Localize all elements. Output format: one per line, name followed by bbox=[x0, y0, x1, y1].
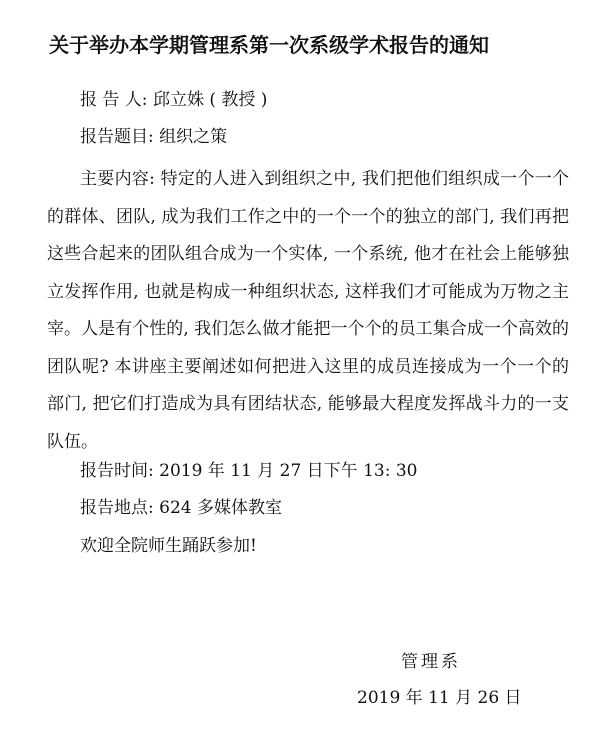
topic-line: 报告题目: 组织之策 bbox=[80, 127, 228, 147]
welcome-line: 欢迎全院师生踊跃参加! bbox=[80, 536, 257, 556]
signature-department: 管理系 bbox=[401, 652, 461, 672]
notice-title: 关于举办本学期管理系第一次系级学术报告的通知 bbox=[49, 33, 489, 57]
signature-date: 2019 年 11 月 26 日 bbox=[357, 688, 522, 708]
content-paragraph: 主要内容: 特定的人进入到组织之中, 我们把他们组织成一个一个的群体、团队, 成为我们工作之中的一个一个的独立的部门, 我们再把这些合起来的团队组合成为一个实体, 一个系统, 他才在社会上能够独立发挥作用, 也就是构成一种组织状态, 这样我们才可能成为万物之主宰。人是有个性的, 我们怎么做才能把一个个的员工集合成一个高效的团队呢? 本讲座主要阐述如何把进入这里的成员连接成为一个一个的部门, 把它们打造成为具有团结状态, 能够最大程度发挥战斗力的一支队伍。 bbox=[47, 169, 569, 452]
speaker-line: 报 告 人: 邱立姝 ( 教授 ) bbox=[80, 90, 268, 110]
place-line: 报告地点: 624 多媒体教室 bbox=[80, 498, 282, 518]
time-line: 报告时间: 2019 年 11 月 27 日下午 13: 30 bbox=[80, 461, 418, 481]
